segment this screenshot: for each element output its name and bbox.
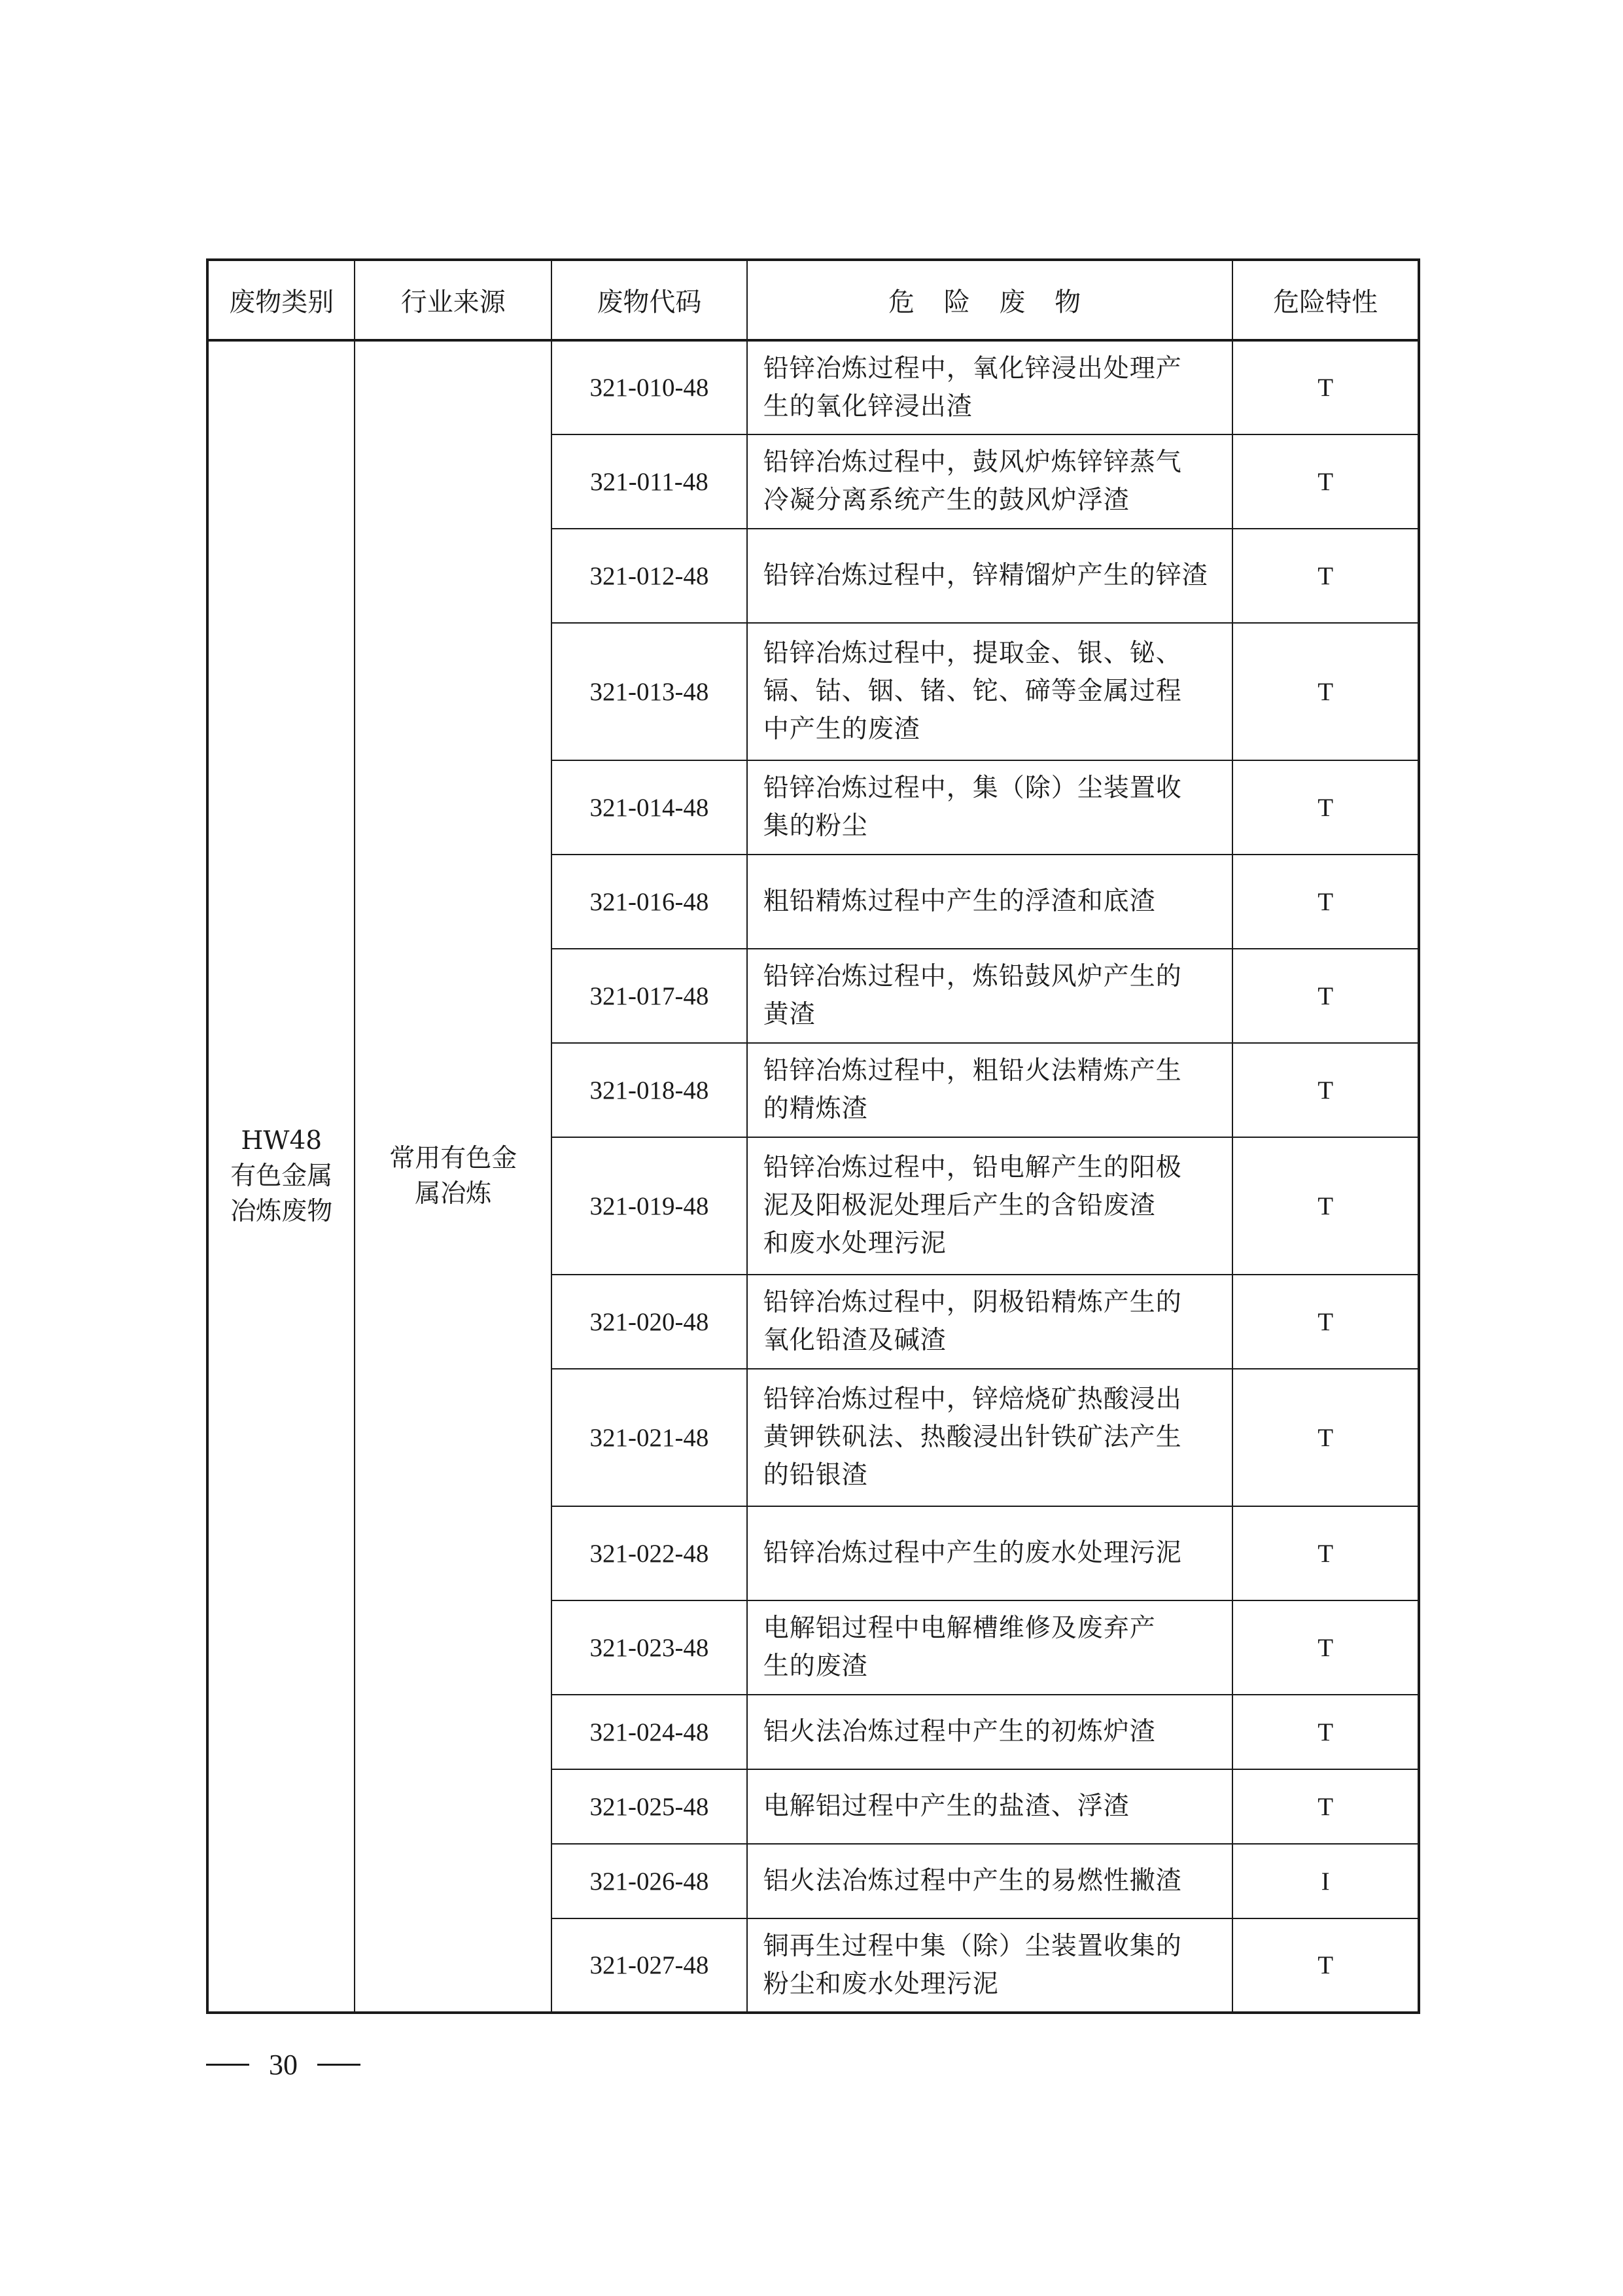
description-line: 铅锌冶炼过程中，鼓风炉炼锌锌蒸气	[763, 448, 1182, 477]
waste-code-cell: 321-010-48	[551, 340, 747, 434]
hazard-characteristic-cell: T	[1232, 1918, 1419, 2013]
hazard-characteristic-cell: T	[1232, 1369, 1419, 1506]
waste-code-cell: 321-012-48	[551, 529, 747, 623]
header-code: 废物代码	[551, 260, 747, 340]
waste-description-cell	[747, 434, 1233, 529]
waste-code-cell: 321-022-48	[551, 1506, 747, 1600]
footer-dash-right	[317, 2064, 360, 2066]
waste-code-cell: 321-026-48	[551, 1844, 747, 1918]
description-line: 生的废渣	[763, 1651, 868, 1681]
description-line: 的铅银渣	[763, 1460, 868, 1490]
hazard-characteristic-cell: T	[1232, 1769, 1419, 1844]
waste-code-cell: 321-024-48	[551, 1695, 747, 1769]
header-hazard: 危险特性	[1232, 260, 1419, 340]
hazard-characteristic-cell: T	[1232, 760, 1419, 855]
waste-description-cell	[747, 1918, 1233, 2013]
hazard-characteristic-cell: T	[1232, 1137, 1419, 1275]
description-line: 镉、钴、铟、锗、铊、碲等金属过程	[763, 677, 1182, 706]
description-line: 电解铝过程中电解槽维修及废弃产	[763, 1614, 1156, 1643]
header-category: 废物类别	[207, 260, 355, 340]
waste-code-cell: 321-011-48	[551, 434, 747, 529]
waste-description-cell	[747, 855, 1233, 949]
description-line: 冷凝分离系统产生的鼓风炉浮渣	[763, 486, 1130, 515]
description-line: 铅锌冶炼过程中，集（除）尘装置收	[763, 773, 1182, 803]
waste-description-cell	[747, 623, 1233, 760]
hazard-characteristic-cell: T	[1232, 529, 1419, 623]
category-text: 有色金属	[230, 1161, 333, 1191]
description-line: 黄渣	[763, 1000, 816, 1029]
waste-description-cell	[747, 1769, 1233, 1844]
hazard-characteristic-cell: I	[1232, 1844, 1419, 1918]
description-line: 铝火法冶炼过程中产生的初炼炉渣	[763, 1717, 1156, 1746]
waste-description-cell	[747, 340, 1233, 434]
waste-code-cell: 321-018-48	[551, 1043, 747, 1137]
waste-code-cell: 321-014-48	[551, 760, 747, 855]
description-line: 铅锌冶炼过程中，锌焙烧矿热酸浸出	[763, 1385, 1182, 1414]
description-line: 铅锌冶炼过程中，粗铅火法精炼产生	[763, 1056, 1182, 1086]
footer-dash-left	[206, 2064, 249, 2066]
description-line: 铝火法冶炼过程中产生的易燃性撇渣	[763, 1866, 1182, 1896]
description-line: 黄钾铁矾法、热酸浸出针铁矿法产生	[763, 1422, 1182, 1452]
source-text: 常用有色金	[389, 1144, 517, 1173]
waste-code-cell: 321-023-48	[551, 1600, 747, 1695]
industry-source-cell	[355, 340, 551, 2013]
waste-code-cell: 321-025-48	[551, 1769, 747, 1844]
category-text: HW48	[241, 1126, 323, 1156]
description-line: 和废水处理污泥	[763, 1229, 947, 1258]
waste-description-cell	[747, 1275, 1233, 1369]
waste-description-cell	[747, 760, 1233, 855]
description-line: 粉尘和废水处理污泥	[763, 1969, 999, 1999]
hazard-characteristic-cell: T	[1232, 623, 1419, 760]
waste-code-cell: 321-016-48	[551, 855, 747, 949]
description-line: 泥及阳极泥处理后产生的含铅废渣	[763, 1191, 1156, 1220]
description-line: 氧化铅渣及碱渣	[763, 1326, 947, 1355]
hazard-characteristic-cell: T	[1232, 855, 1419, 949]
waste-code-cell: 321-027-48	[551, 1918, 747, 2013]
description-line: 铅锌冶炼过程中，铅电解产生的阳极	[763, 1153, 1182, 1182]
source-text: 属冶炼	[415, 1179, 492, 1209]
hazard-characteristic-cell: T	[1232, 340, 1419, 434]
hazard-characteristic-cell: T	[1232, 1043, 1419, 1137]
waste-category-cell	[207, 340, 355, 2013]
waste-code-cell: 321-019-48	[551, 1137, 747, 1275]
description-line: 电解铝过程中产生的盐渣、浮渣	[763, 1792, 1130, 1821]
description-line: 铜再生过程中集（除）尘装置收集的	[763, 1931, 1182, 1961]
waste-description-cell	[747, 1506, 1233, 1600]
waste-description-cell	[747, 1369, 1233, 1506]
header-source: 行业来源	[355, 260, 551, 340]
table-row	[207, 340, 1419, 434]
description-line: 中产生的废渣	[763, 715, 920, 744]
waste-description-cell	[747, 1043, 1233, 1137]
page-footer	[206, 2045, 360, 2084]
waste-code-cell: 321-020-48	[551, 1275, 747, 1369]
description-line: 铅锌冶炼过程中产生的废水处理污泥	[763, 1538, 1182, 1568]
hazard-characteristic-cell: T	[1232, 1275, 1419, 1369]
waste-description-cell	[747, 1844, 1233, 1918]
description-line: 粗铅精炼过程中产生的浮渣和底渣	[763, 887, 1156, 916]
hazard-characteristic-cell: T	[1232, 949, 1419, 1043]
description-line: 生的氧化锌浸出渣	[763, 391, 973, 421]
table-header-row	[207, 260, 1419, 340]
description-line: 铅锌冶炼过程中，提取金、银、铋、	[763, 639, 1182, 668]
header-waste: 危 险 废 物	[747, 260, 1233, 340]
hazard-characteristic-cell: T	[1232, 1695, 1419, 1769]
description-line: 的精炼渣	[763, 1094, 868, 1123]
waste-description-cell	[747, 529, 1233, 623]
description-line: 铅锌冶炼过程中，氧化锌浸出处理产	[763, 353, 1182, 383]
hazard-characteristic-cell: T	[1232, 1506, 1419, 1600]
hazard-characteristic-cell: T	[1232, 1600, 1419, 1695]
description-line: 铅锌冶炼过程中，阴极铅精炼产生的	[763, 1288, 1182, 1317]
description-line: 铅锌冶炼过程中，锌精馏炉产生的锌渣	[763, 561, 1208, 590]
waste-description-cell	[747, 1137, 1233, 1275]
category-text: 冶炼废物	[230, 1197, 333, 1226]
hazardous-waste-table	[206, 258, 1420, 2014]
hazard-characteristic-cell: T	[1232, 434, 1419, 529]
waste-description-cell	[747, 1695, 1233, 1769]
waste-code-cell: 321-017-48	[551, 949, 747, 1043]
waste-code-cell: 321-013-48	[551, 623, 747, 760]
description-line: 集的粉尘	[763, 811, 868, 841]
description-line: 铅锌冶炼过程中，炼铅鼓风炉产生的	[763, 962, 1182, 991]
waste-code-cell: 321-021-48	[551, 1369, 747, 1506]
waste-description-cell	[747, 949, 1233, 1043]
waste-description-cell	[747, 1600, 1233, 1695]
page-number: 30	[269, 2048, 298, 2081]
